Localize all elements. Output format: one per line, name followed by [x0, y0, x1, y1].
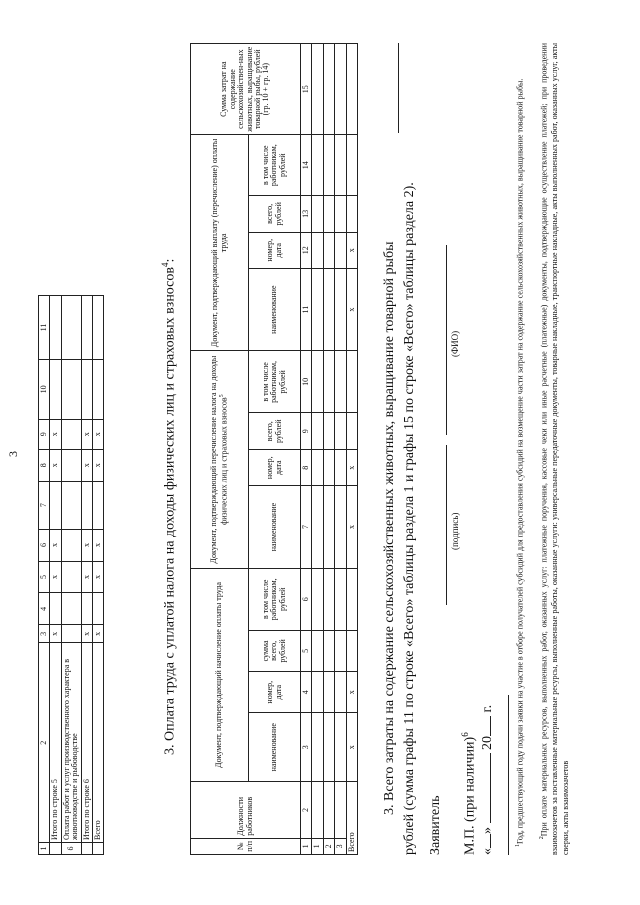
total-amount-blank [398, 43, 399, 133]
signature-caption: (подпись) [450, 512, 460, 550]
page-number: 3 [6, 451, 20, 457]
table-row: 6 Оплата работ и услуг производственного характера в животноводстве и рыбоводстве [61, 296, 81, 855]
row-label: Итого по строке 5 [50, 643, 61, 843]
fio-caption: (ФИО) [450, 330, 460, 357]
section3-line2: рублей (сумма графы 11 по строке «Всего» таблицы раздела 1 и графы 15 по строке «Всего» таблицы раздела 2). [402, 182, 417, 855]
col-number: 9 [39, 419, 50, 449]
table-row: Итого по строке 6 х х х х х [81, 296, 92, 855]
header-position: Должности работников [191, 782, 301, 839]
col-number: 11 [39, 296, 50, 360]
header-row [191, 44, 249, 855]
col-number: 4 [39, 593, 50, 625]
footnote-2: $^2$При оплате материальных ресурсов, выполненных работ, оказанных услуг: платежные поручения, кассовые чеки или иные расчетные (платежные) документы, подтверждающие осуществление платежей; при проведении взаимозачетов за поставленные материальные ресурсы, выполненные работы, оказанные услуги: универсальные передаточные документы, товарные накладные, транспортные накладные, акты выполненных работ, оказанных услуг, акты сверки, акты взаимозачетов [539, 42, 571, 855]
footnote-1: $^1$Год, предшествующий году подачи заявки на участие в отборе получателей субсидий для предоставления субсидий на возмещение части затрат на содержание сельскохозяйственных животных, выращивание товарной рыбы. [515, 78, 525, 847]
applicant-label: Заявитель [428, 795, 443, 855]
header-doc-paid: Документ, подтверждающий выплату (перечисление) оплаты труда [191, 135, 249, 351]
col-number: 3 [39, 625, 50, 643]
footnote-divider [508, 695, 509, 855]
total-row: Всего х х х х х х [346, 44, 357, 855]
signature-line [446, 445, 447, 605]
header-doc-tax: Документ, подтверждающий перечисление налога на доходы физических лиц и страховых взносов$^5$ [191, 351, 249, 568]
column-number-row: 1 2 3 4 5 6 7 8 9 10 11 12 13 14 15 [301, 44, 312, 855]
table-row: Всего х х х х х [92, 296, 103, 855]
header-doc-pay: Документ, подтверждающий начисление оплаты труда [191, 568, 249, 781]
col-number: 5 [39, 561, 50, 593]
col-number: 1 [39, 843, 50, 855]
row-label: Всего [92, 643, 103, 843]
row-label: Оплата работ и услуг производственного характера в животноводстве и рыбоводстве [61, 643, 81, 843]
table-row: 2 [323, 44, 334, 855]
top-table-header-row [39, 296, 50, 855]
top-table [38, 295, 104, 855]
stamp-label: М.П. (при наличии)$^6$ [460, 732, 478, 855]
col-number: 10 [39, 359, 50, 419]
section3-line1: 3. Всего затраты на содержание сельскохозяйственных животных, выращивание товарной рыбы [382, 241, 397, 815]
header-total: Сумма затрат на содержание сельскохозяйствен-ных животных, выращивание товарной рыбы, рублей (гр. 10 + гр. 14) [191, 44, 301, 135]
fio-line [446, 245, 447, 435]
payroll-table [190, 43, 358, 855]
table-row: 3 [335, 44, 346, 855]
date-line: «» 20 г. [480, 704, 495, 855]
col-number: 2 [39, 643, 50, 843]
section-heading: 3. Оплата труда с уплатой налога на доходы физических лиц и страховых взносов$^4$: [160, 258, 178, 755]
table-row: 1 [312, 44, 323, 855]
subheader-row: наименование номер, дата сумма всего, рублей в том числе работникам, рублей наименование номер, дата всего, рублей в том числе работникам, рублей наименование номер, дата всего, рублей в том числе работникам, рублей [249, 44, 301, 855]
col-number: 8 [39, 449, 50, 481]
header-no: № п/п [191, 838, 301, 854]
row-label: Итого по строке 6 [81, 643, 92, 843]
table-row: Итого по строке 5 х х х х х [50, 296, 61, 855]
col-number: 7 [39, 481, 50, 529]
col-number: 6 [39, 529, 50, 561]
